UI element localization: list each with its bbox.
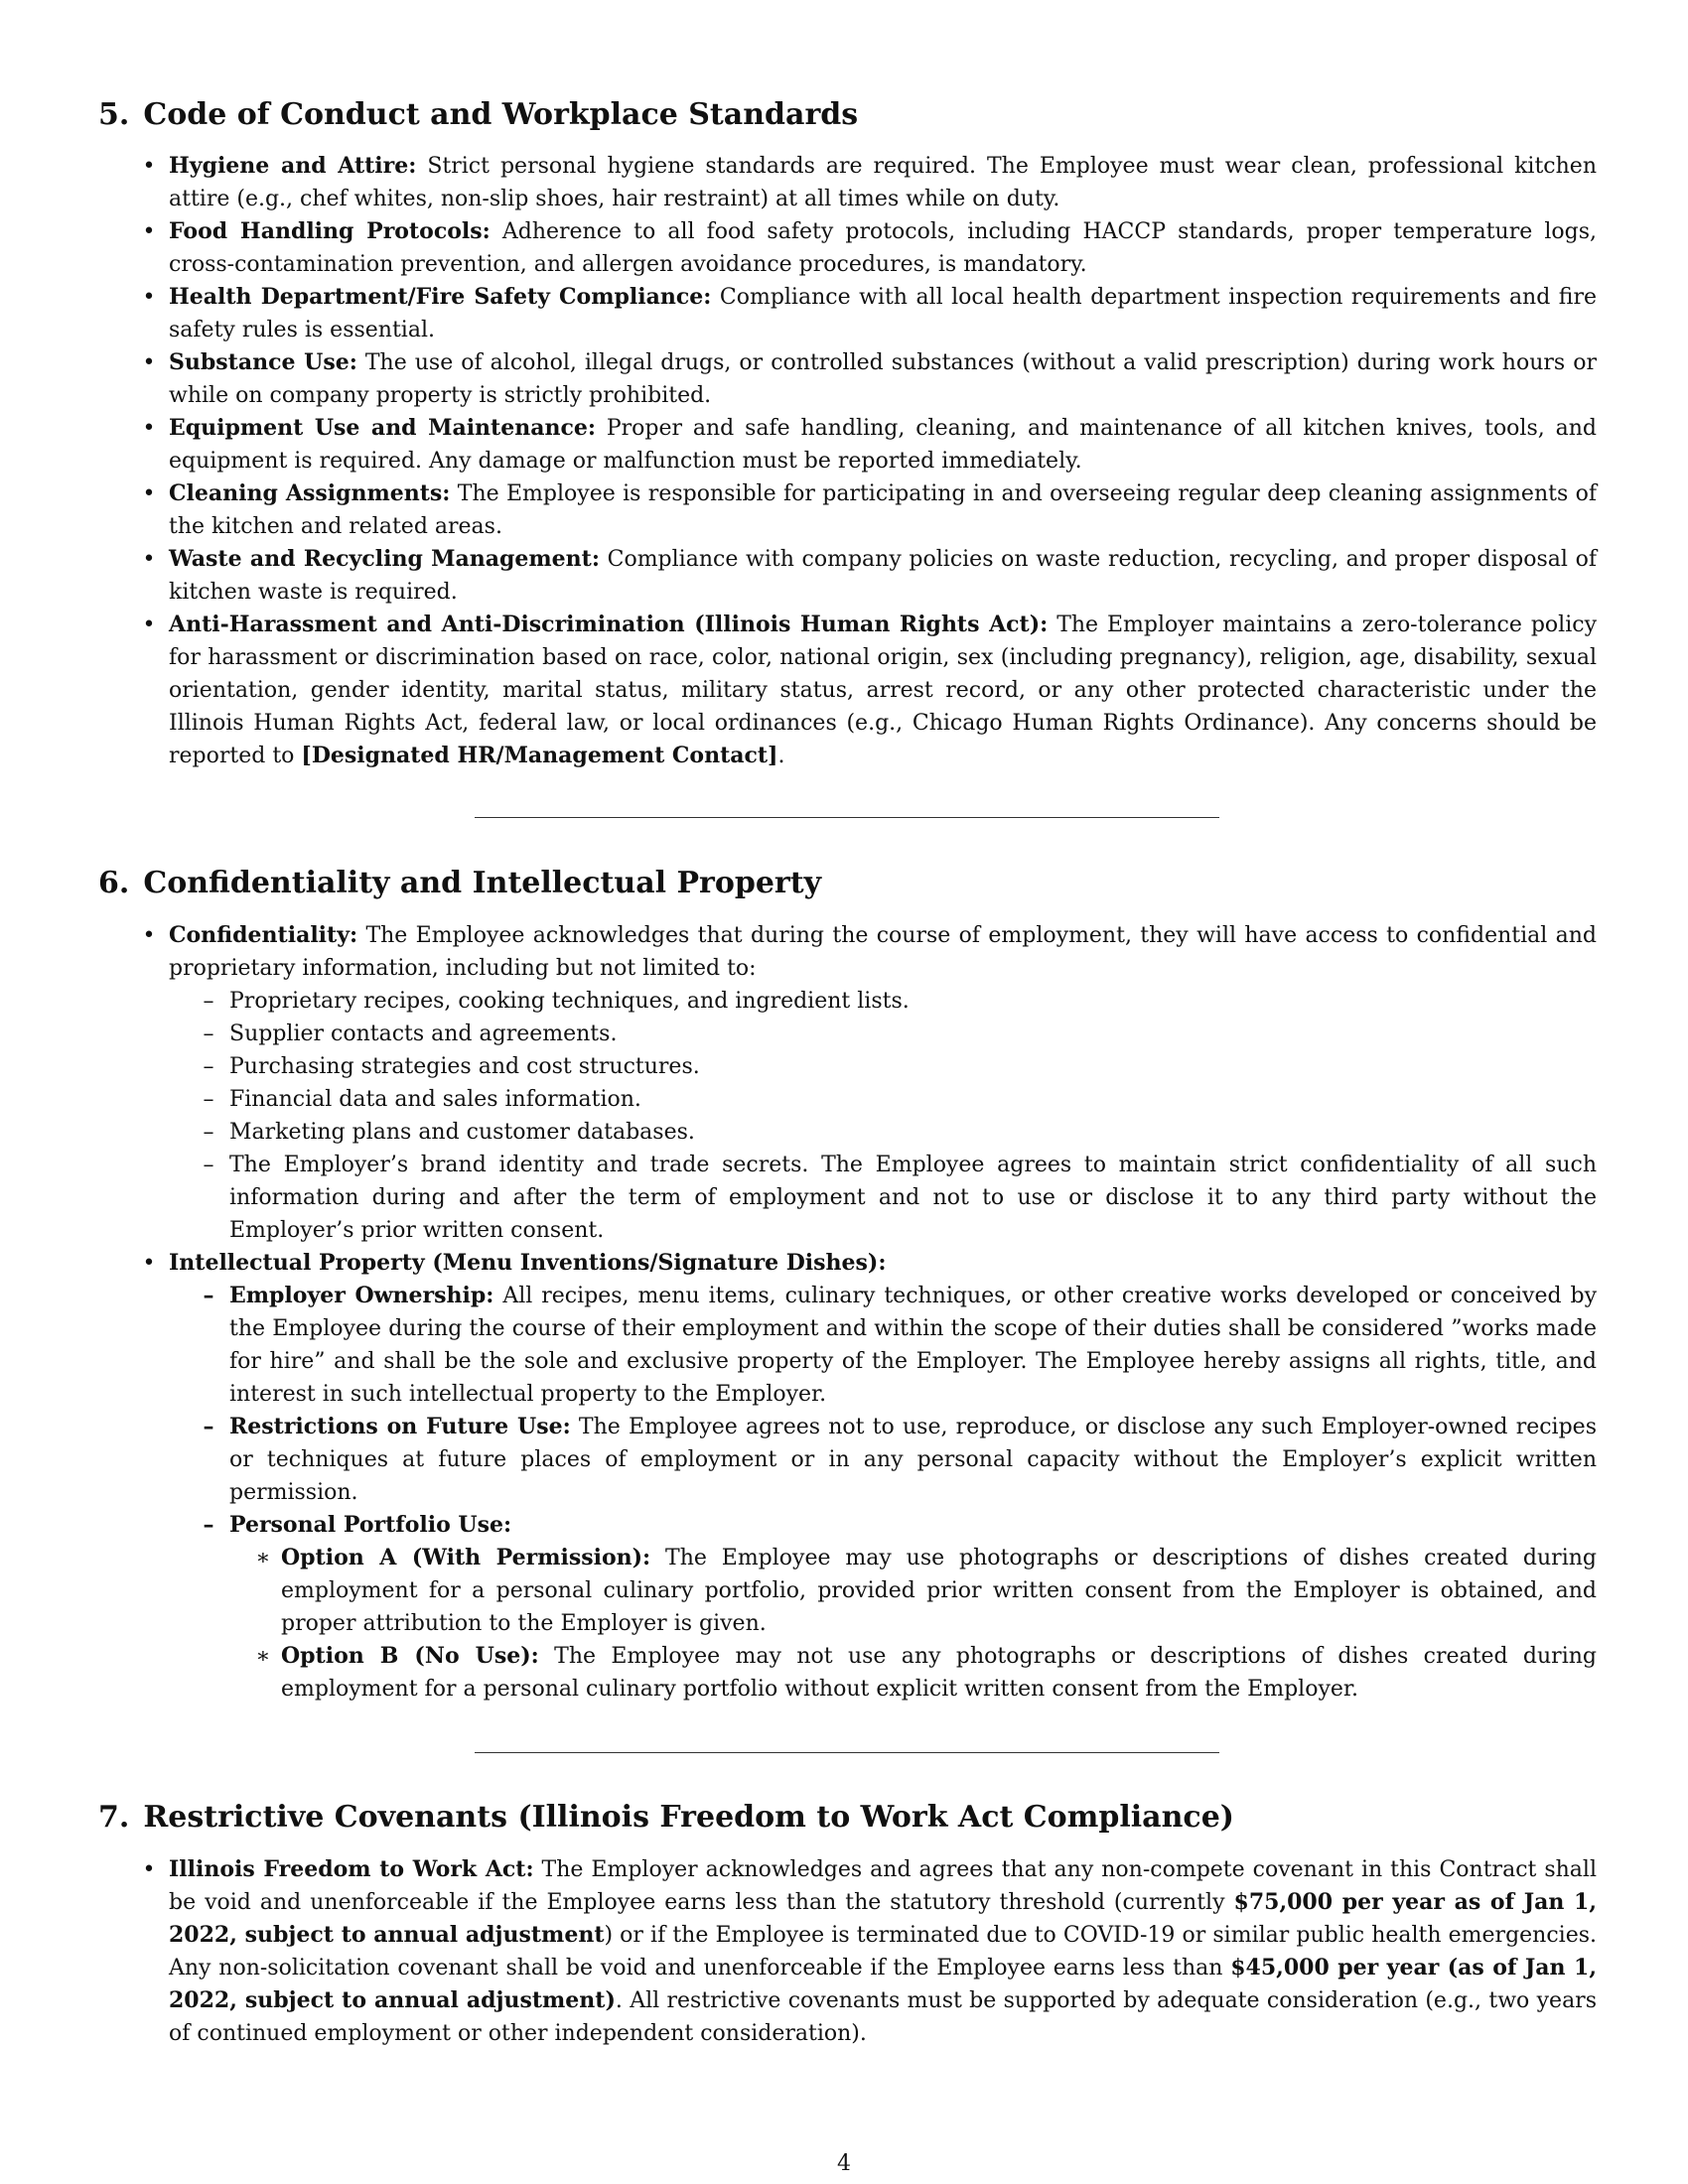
option-item (255, 1640, 1597, 1706)
item-text: The use of alcohol, illegal drugs, or controlled substances (without a valid prescription) during work hours or while on company property is strictly prohibited. (169, 350, 1597, 408)
dash-icon: – (203, 1153, 214, 1177)
asterisk-icon: ∗ (255, 1644, 271, 1669)
sub-item-label: Personal Portfolio Use: (229, 1512, 512, 1538)
bullet-icon: • (142, 1857, 156, 1882)
list-item (142, 215, 1597, 281)
sub-item-text: Financial data and sales information. (229, 1087, 641, 1112)
sub-item-text: Supplier contacts and agreements. (229, 1022, 618, 1046)
sub-list-item (203, 1411, 1597, 1509)
item-label: Confidentiality: (169, 922, 358, 948)
item-text: Compliance with all local health department inspection requirements and fire safety rules is essential. (169, 285, 1598, 342)
item-text: The Employee acknowledges that during the course of employment, they will have access to confidential and proprietary information, including but not limited to: (169, 923, 1597, 981)
list-item (142, 281, 1598, 346)
bullet-icon: • (142, 547, 156, 572)
list-item (142, 543, 1597, 609)
list-item (142, 478, 1597, 543)
hr-contact-placeholder: [Designated HR/Management Contact] (301, 743, 778, 768)
item-text: Proper and safe handling, cleaning, and maintenance of all kitchen knives, tools, and equipment is required. Any damage or malfunction must be reported immediately. (169, 416, 1597, 474)
sub-item-text: All recipes, menu items, culinary techniques, or other creative works developed or conceived by the Employee during the course of their employment and within the scope of their duties shall be considered ”works made for hire” and shall be the sole and exclusive property of the Employer. The Employee hereby assigns all rights, title, and interest in such intellectual property to the Employer. (229, 1284, 1597, 1407)
option-text: The Employee may use photographs or descriptions of dishes created during employment for a personal culinary portfolio, provided prior written consent from the Employer is obtained, and proper attribution to the Employer is given. (281, 1546, 1597, 1636)
portfolio-options-list (229, 1542, 1597, 1706)
dash-icon: – (203, 1283, 214, 1308)
bullet-icon: • (142, 1251, 156, 1276)
dash-icon: – (203, 1087, 214, 1112)
option-text: The Employee may not use any photographs or descriptions of dishes created during employment for a personal culinary portfolio without explicit written consent from the Employer. (281, 1644, 1597, 1702)
item-text: The Employer acknowledges and agrees that any non-compete covenant in this Contract shall be void and unenforceable if the Employee earns less than the statutory threshold (currently (169, 1857, 1597, 1915)
dash-icon: – (203, 1054, 214, 1079)
covenants-list (142, 1853, 1598, 2050)
item-label: Hygiene and Attire: (169, 153, 417, 179)
confidential-info-list (169, 985, 1597, 1247)
non-compete-threshold: $75,000 per year as of Jan 1, 2022, subject to annual adjustment (169, 1889, 1598, 1948)
dash-icon: – (203, 989, 214, 1014)
sub-list-item (203, 1083, 1597, 1116)
sub-list-item (203, 1509, 1597, 1706)
item-text: ) or if the Employee is terminated due to COVID-19 or similar public health emergencies. Any non-solicitation covenant shall be void and unenforceable if the Employee earns less than (169, 1923, 1597, 1980)
section-number: 5. (98, 97, 130, 132)
sub-item-text: Proprietary recipes, cooking techniques, and ingredient lists. (229, 989, 910, 1014)
dash-icon: – (203, 1022, 214, 1046)
section-title: Confidentiality and Intellectual Property (143, 866, 822, 900)
sub-list-item (203, 1018, 1597, 1050)
section-title: Code of Conduct and Workplace Standards (143, 97, 859, 132)
list-item (142, 412, 1597, 478)
sub-item-label: Employer Ownership: (229, 1283, 494, 1308)
item-text: Compliance with company policies on waste reduction, recycling, and proper disposal of kitchen waste is required. (169, 547, 1597, 605)
bullet-icon: • (142, 350, 156, 375)
bullet-icon: • (142, 285, 156, 310)
sub-list-item (203, 1050, 1597, 1083)
item-text: Adherence to all food safety protocols, including HACCP standards, proper temperature logs, cross-contamination prevention, and allergen avoidance procedures, is mandatory. (169, 219, 1597, 277)
sub-item-text: The Employer’s brand identity and trade secrets. The Employee agrees to maintain strict confidentiality of all such information during and after the term of employment and not to use or disclose it to any third party without the Employer’s prior written consent. (229, 1153, 1597, 1243)
sub-item-text: The Employee agrees not to use, reproduce, or disclose any such Employer-owned recipes or techniques at future places of employment or in any personal capacity without the Employer’s explicit written permission. (229, 1415, 1597, 1505)
list-item (142, 1853, 1598, 2050)
section-title: Restrictive Covenants (Illinois Freedom to Work Act Compliance) (143, 1800, 1234, 1835)
item-text: The Employer maintains a zero-tolerance policy for harassment or discrimination based on race, color, national origin, sex (including pregnancy), religion, age, disability, sexual orientation, gender identity, marital status, military status, arrest record, or any other protected characteristic under the Illinois Human Rights Act, federal law, or local ordinances (e.g., Chicago Human Rights Ordinance). Any concerns should be reported to (169, 613, 1597, 768)
section-divider (475, 817, 1219, 818)
section-5-heading (98, 95, 858, 135)
item-label: Intellectual Property (Menu Inventions/Signature Dishes): (169, 1250, 887, 1276)
sub-list-item (203, 1116, 1597, 1149)
page-number: 4 (837, 2151, 851, 2176)
dash-icon: – (203, 1512, 214, 1538)
list-item (142, 1247, 1597, 1706)
item-label: Illinois Freedom to Work Act: (169, 1856, 534, 1882)
bullet-icon: • (142, 416, 156, 441)
item-label: Anti-Harassment and Anti-Discrimination (Illinois Human Rights Act): (169, 612, 1049, 637)
section-7-heading (98, 1798, 1234, 1838)
item-label: Equipment Use and Maintenance: (169, 415, 596, 441)
asterisk-icon: ∗ (255, 1546, 271, 1570)
list-item (142, 150, 1597, 215)
item-label: Cleaning Assignments: (169, 480, 451, 506)
section-number: 7. (98, 1800, 130, 1835)
bullet-icon: • (142, 219, 156, 244)
sub-item-text: Marketing plans and customer databases. (229, 1120, 695, 1145)
sub-item-label: Restrictions on Future Use: (229, 1414, 571, 1439)
item-label: Health Department/Fire Safety Compliance: (169, 284, 712, 310)
sub-list-item (203, 985, 1597, 1018)
bullet-icon: • (142, 154, 156, 179)
bullet-icon: • (142, 923, 156, 948)
item-text: Strict personal hygiene standards are required. The Employee must wear clean, professional kitchen attire (e.g., chef whites, non-slip shoes, hair restraint) at all times while on duty. (169, 154, 1597, 211)
item-text-tail: . (777, 744, 785, 768)
item-label: Substance Use: (169, 349, 357, 375)
list-item (142, 346, 1597, 412)
sub-item-text: Purchasing strategies and cost structures. (229, 1054, 700, 1079)
list-item (142, 609, 1597, 772)
dash-icon: – (203, 1414, 214, 1439)
item-text: The Employee is responsible for participating in and overseeing regular deep cleaning assignments of the kitchen and related areas. (169, 481, 1597, 539)
dash-icon: – (203, 1120, 214, 1145)
confidentiality-list (142, 919, 1597, 1706)
section-divider (475, 1752, 1219, 1753)
bullet-icon: • (142, 613, 156, 637)
non-solicitation-threshold: $45,000 per year (as of Jan 1, 2022, subject to annual adjustment) (169, 1955, 1597, 2013)
option-label: Option B (No Use): (281, 1643, 539, 1669)
item-label: Food Handling Protocols: (169, 218, 491, 244)
section-number: 6. (98, 866, 130, 900)
bullet-icon: • (142, 481, 156, 506)
sub-list-item (203, 1149, 1597, 1247)
item-label: Waste and Recycling Management: (169, 546, 600, 572)
conduct-list (142, 150, 1598, 772)
option-label: Option A (With Permission): (281, 1545, 651, 1570)
section-6-heading (98, 864, 821, 903)
item-text: . All restrictive covenants must be supported by adequate consideration (e.g., two years of continued employment or other independent consideration). (169, 1988, 1597, 2046)
option-item (255, 1542, 1597, 1640)
list-item (142, 919, 1597, 1247)
sub-list-item (203, 1280, 1597, 1411)
ip-list (169, 1280, 1597, 1706)
